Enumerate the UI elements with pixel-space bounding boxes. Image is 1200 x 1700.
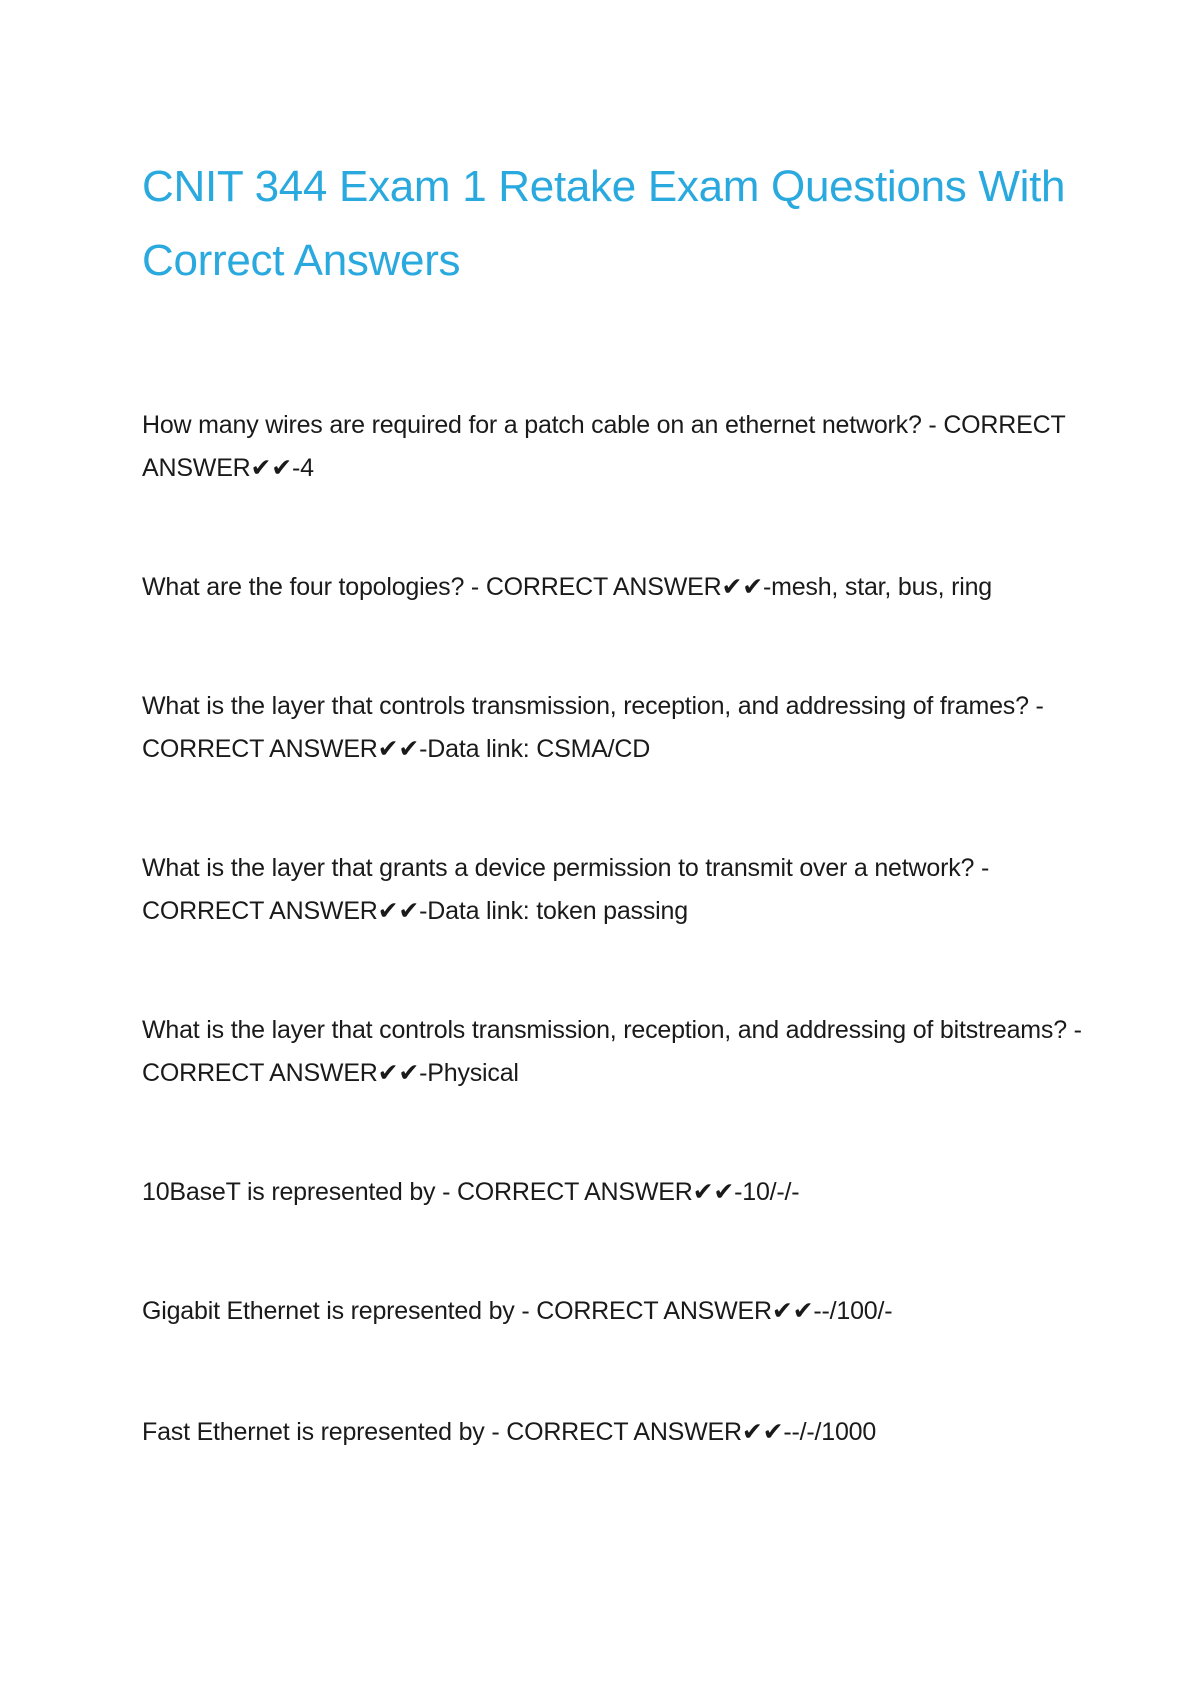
answer-marker: CORRECT ANSWER✔✔ [142, 411, 1066, 482]
answer-marker: CORRECT ANSWER✔✔ [506, 1418, 784, 1446]
document-title: CNIT 344 Exam 1 Retake Exam Questions With Correct Answers [142, 162, 1066, 285]
answer-text: -Data link: CSMA/CD [419, 735, 651, 763]
question-text: Gigabit Ethernet is represented by - [142, 1297, 530, 1325]
question-text: What is the layer that controls transmission, reception, and addressing of bitstreams? - [142, 1016, 1082, 1044]
qa-item-8 [142, 1411, 1082, 1454]
answer-text: -mesh, star, bus, ring [762, 573, 992, 601]
answer-text: -10/-/- [734, 1178, 800, 1206]
answer-text: -4 [292, 454, 314, 482]
qa-item-4 [142, 847, 1082, 933]
qa-item-2 [142, 566, 1082, 609]
qa-item-1 [142, 404, 1082, 490]
answer-text: --/-/1000 [783, 1418, 877, 1446]
question-text: 10BaseT is represented by - [142, 1178, 451, 1206]
qa-item-6 [142, 1171, 1082, 1214]
answer-marker: CORRECT ANSWER✔✔ [485, 573, 763, 601]
answer-marker: CORRECT ANSWER✔✔ [142, 897, 420, 925]
answer-marker: CORRECT ANSWER✔✔ [142, 735, 420, 763]
answer-text: -Physical [419, 1059, 519, 1087]
answer-marker: CORRECT ANSWER✔✔ [536, 1297, 814, 1325]
answer-text: -Data link: token passing [419, 897, 688, 925]
question-text: Fast Ethernet is represented by - [142, 1418, 500, 1446]
qa-item-3 [142, 685, 1082, 771]
qa-item-7 [142, 1290, 1082, 1333]
question-text: What are the four topologies? - [142, 573, 480, 601]
answer-text: --/100/- [813, 1297, 893, 1325]
question-text: What is the layer that controls transmission, reception, and addressing of frames? - [142, 692, 1044, 720]
answer-marker: CORRECT ANSWER✔✔ [142, 1059, 420, 1087]
question-text: What is the layer that grants a device permission to transmit over a network? - [142, 854, 990, 882]
question-text: How many wires are required for a patch cable on an ethernet network? - [142, 411, 937, 439]
answer-marker: CORRECT ANSWER✔✔ [456, 1178, 735, 1206]
qa-item-5 [142, 1009, 1082, 1095]
